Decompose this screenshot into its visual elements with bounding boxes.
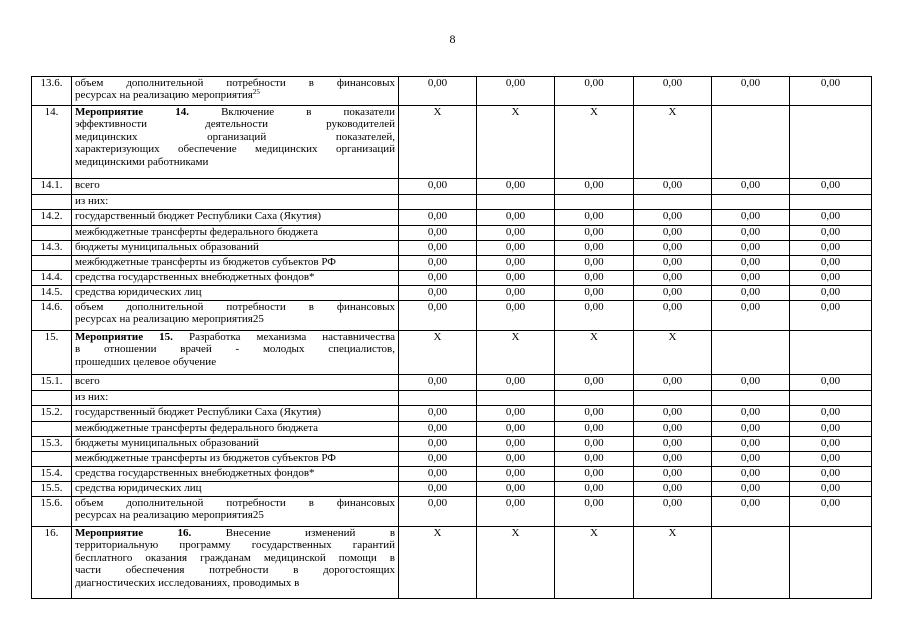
table-row (32, 406, 872, 422)
value-cell: 0,00 (555, 241, 634, 256)
row-description (72, 256, 399, 271)
value-cell: 0,00 (712, 77, 790, 106)
row-description (72, 210, 399, 226)
row-number: 14.3. (32, 241, 72, 256)
value-cell: 0,00 (790, 301, 872, 331)
row-number: 14.4. (32, 271, 72, 286)
table-row (32, 437, 872, 452)
row-description (72, 452, 399, 467)
row-description (72, 375, 399, 391)
value-cell: 0,00 (555, 301, 634, 331)
value-cell: 0,00 (790, 210, 872, 226)
table-row (32, 497, 872, 527)
value-cell (790, 106, 872, 179)
value-cell: 0,00 (634, 286, 712, 301)
value-cell: 0,00 (399, 226, 477, 241)
value-cell: 0,00 (712, 437, 790, 452)
description-text: средства государственных внебюджетных фондов* (75, 467, 315, 479)
value-cell: 0,00 (399, 482, 477, 497)
value-cell: 0,00 (399, 437, 477, 452)
row-number: 15.2. (32, 406, 72, 422)
description-text: Разработка механизма наставничества (188, 331, 396, 343)
row-description (72, 527, 399, 599)
row-description (72, 106, 399, 179)
value-cell: 0,00 (399, 467, 477, 482)
value-cell: 0,00 (712, 286, 790, 301)
table-row (32, 452, 872, 467)
value-cell: X (634, 331, 712, 375)
value-cell: X (399, 527, 477, 599)
value-cell: 0,00 (634, 77, 712, 106)
description-text: объем дополнительной потребности в финансовых (75, 77, 395, 89)
page-number: 8 (449, 32, 456, 46)
row-description (72, 179, 399, 195)
value-cell (712, 331, 790, 375)
row-description (72, 77, 399, 106)
description-text: характеризующих обеспечение медицинских организаций (75, 143, 395, 156)
value-cell: 0,00 (555, 286, 634, 301)
table-row (32, 210, 872, 226)
table-row (32, 375, 872, 391)
description-text: межбюджетные трансферты из бюджетов субъектов РФ (75, 452, 336, 464)
description-text: государственный бюджет Республики Саха (Якутия) (75, 210, 322, 222)
description-text: межбюджетные трансферты федерального бюджета (75, 422, 318, 434)
value-cell: 0,00 (399, 256, 477, 271)
value-cell: 0,00 (712, 375, 790, 391)
value-cell: 0,00 (555, 226, 634, 241)
description-text: Включение в показатели (221, 106, 395, 118)
value-cell: 0,00 (790, 497, 872, 527)
value-cell: 0,00 (634, 497, 712, 527)
row-description (72, 406, 399, 422)
value-cell (790, 391, 872, 406)
value-cell: 0,00 (555, 452, 634, 467)
value-cell: 0,00 (477, 482, 555, 497)
value-cell: 0,00 (399, 286, 477, 301)
value-cell: 0,00 (399, 301, 477, 331)
value-cell: 0,00 (634, 210, 712, 226)
row-number: 14.6. (32, 301, 72, 331)
value-cell: X (634, 106, 712, 179)
table-row (32, 179, 872, 195)
value-cell: 0,00 (399, 422, 477, 437)
description-text: диагностических исследованиях, проводимых в (75, 576, 300, 589)
table-row (32, 482, 872, 497)
table-row (32, 286, 872, 301)
value-cell: 0,00 (634, 301, 712, 331)
value-cell: 0,00 (555, 210, 634, 226)
description-text: всего (75, 179, 100, 191)
value-cell: 0,00 (555, 422, 634, 437)
value-cell: 0,00 (712, 210, 790, 226)
value-cell (634, 391, 712, 406)
row-description (72, 437, 399, 452)
row-number (32, 452, 72, 467)
value-cell: X (399, 106, 477, 179)
description-text: бесплатного оказания гражданам медицинской помощи в (75, 551, 395, 564)
table-row (32, 77, 872, 106)
table-row (32, 422, 872, 437)
value-cell: 0,00 (555, 375, 634, 391)
value-cell: 0,00 (790, 77, 872, 106)
row-description (72, 195, 399, 210)
measure-title: Мероприятие 15. (75, 331, 173, 343)
value-cell: 0,00 (712, 422, 790, 437)
value-cell: 0,00 (634, 452, 712, 467)
value-cell: 0,00 (634, 241, 712, 256)
row-description (72, 467, 399, 482)
row-number: 15. (32, 331, 72, 375)
value-cell: 0,00 (477, 179, 555, 195)
value-cell (790, 527, 872, 599)
row-description (72, 482, 399, 497)
description-text: межбюджетные трансферты федерального бюджета (75, 226, 318, 238)
value-cell: 0,00 (712, 482, 790, 497)
value-cell (712, 527, 790, 599)
value-cell: 0,00 (712, 241, 790, 256)
value-cell: 0,00 (790, 467, 872, 482)
description-text: ресурсах на реализацию мероприятия (75, 89, 253, 102)
row-number: 15.4. (32, 467, 72, 482)
value-cell (712, 391, 790, 406)
row-number: 15.6. (32, 497, 72, 527)
description-text: из них: (75, 195, 109, 207)
value-cell (477, 391, 555, 406)
table-row (32, 391, 872, 406)
value-cell: X (399, 331, 477, 375)
value-cell (634, 195, 712, 210)
value-cell: X (477, 527, 555, 599)
table-row (32, 226, 872, 241)
value-cell: 0,00 (634, 226, 712, 241)
footnote-marker: 25 (252, 88, 260, 97)
value-cell: 0,00 (399, 210, 477, 226)
description-text: территориальную программу государственных гарантий (75, 539, 395, 552)
value-cell: 0,00 (555, 467, 634, 482)
value-cell: 0,00 (399, 452, 477, 467)
value-cell: 0,00 (712, 301, 790, 331)
row-number: 16. (32, 527, 72, 599)
value-cell: 0,00 (477, 271, 555, 286)
value-cell: 0,00 (790, 422, 872, 437)
value-cell: 0,00 (477, 241, 555, 256)
value-cell: 0,00 (790, 452, 872, 467)
description-text: межбюджетные трансферты из бюджетов субъектов РФ (75, 256, 336, 268)
row-number (32, 391, 72, 406)
value-cell: 0,00 (634, 271, 712, 286)
row-number: 14.5. (32, 286, 72, 301)
description-text: ресурсах на реализацию мероприятия25 (75, 509, 264, 522)
description-text: бюджеты муниципальных образований (75, 437, 259, 449)
description-text: средства юридических лиц (75, 482, 202, 494)
budget-table (31, 76, 872, 599)
value-cell: 0,00 (399, 271, 477, 286)
value-cell: 0,00 (477, 422, 555, 437)
value-cell: 0,00 (555, 497, 634, 527)
value-cell: X (555, 106, 634, 179)
row-number: 14.1. (32, 179, 72, 195)
value-cell: 0,00 (790, 482, 872, 497)
value-cell: 0,00 (477, 256, 555, 271)
measure-title: Мероприятие 16. (75, 527, 192, 539)
value-cell: X (477, 106, 555, 179)
row-number (32, 256, 72, 271)
value-cell: 0,00 (477, 497, 555, 527)
value-cell: 0,00 (399, 375, 477, 391)
value-cell (790, 195, 872, 210)
measure-title: Мероприятие 14. (75, 106, 189, 118)
value-cell (555, 391, 634, 406)
row-description (72, 301, 399, 331)
description-text: средства государственных внебюджетных фондов* (75, 271, 315, 283)
value-cell: 0,00 (634, 406, 712, 422)
value-cell: 0,00 (634, 375, 712, 391)
value-cell: 0,00 (790, 437, 872, 452)
value-cell: 0,00 (477, 301, 555, 331)
value-cell: 0,00 (712, 497, 790, 527)
table-row (32, 331, 872, 375)
description-text: государственный бюджет Республики Саха (Якутия) (75, 406, 322, 418)
value-cell: 0,00 (477, 286, 555, 301)
row-number (32, 195, 72, 210)
value-cell: 0,00 (555, 482, 634, 497)
description-text: объем дополнительной потребности в финансовых (75, 497, 395, 509)
row-description (72, 422, 399, 437)
table-row (32, 527, 872, 599)
value-cell: 0,00 (634, 179, 712, 195)
value-cell: X (555, 527, 634, 599)
row-number: 15.1. (32, 375, 72, 391)
table-row (32, 256, 872, 271)
description-text: прошедших целевое обучение (75, 355, 217, 368)
row-description (72, 497, 399, 527)
value-cell (555, 195, 634, 210)
value-cell (399, 391, 477, 406)
value-cell: 0,00 (477, 77, 555, 106)
value-cell: 0,00 (555, 437, 634, 452)
row-number (32, 422, 72, 437)
row-number: 14.2. (32, 210, 72, 226)
value-cell: 0,00 (712, 226, 790, 241)
value-cell: 0,00 (790, 406, 872, 422)
value-cell: 0,00 (399, 77, 477, 106)
description-text: ресурсах на реализацию мероприятия25 (75, 313, 264, 326)
value-cell: 0,00 (477, 467, 555, 482)
value-cell: 0,00 (712, 271, 790, 286)
value-cell: X (634, 527, 712, 599)
description-text: в отношении врачей - молодых специалистов, (75, 343, 395, 356)
value-cell: 0,00 (712, 256, 790, 271)
row-number: 15.3. (32, 437, 72, 452)
value-cell: 0,00 (790, 375, 872, 391)
row-number (32, 226, 72, 241)
value-cell (477, 195, 555, 210)
description-text: части обеспечения потребности в дорогостоящих (75, 564, 395, 577)
value-cell: 0,00 (712, 179, 790, 195)
description-text: из них: (75, 391, 109, 403)
description-text: бюджеты муниципальных образований (75, 241, 259, 253)
row-description (72, 241, 399, 256)
description-text: эффективности деятельности руководителей (75, 118, 395, 131)
description-text: объем дополнительной потребности в финансовых (75, 301, 395, 313)
value-cell: 0,00 (477, 437, 555, 452)
value-cell: 0,00 (477, 406, 555, 422)
row-description (72, 286, 399, 301)
value-cell: 0,00 (399, 406, 477, 422)
description-text: средства юридических лиц (75, 286, 202, 298)
value-cell: 0,00 (477, 452, 555, 467)
value-cell (790, 331, 872, 375)
row-number: 15.5. (32, 482, 72, 497)
description-text: медицинскими работниками (75, 155, 209, 168)
value-cell: 0,00 (399, 241, 477, 256)
value-cell (712, 106, 790, 179)
value-cell (712, 195, 790, 210)
value-cell (399, 195, 477, 210)
value-cell: 0,00 (555, 271, 634, 286)
table-row (32, 271, 872, 286)
value-cell: 0,00 (399, 497, 477, 527)
value-cell: 0,00 (634, 422, 712, 437)
table-row (32, 241, 872, 256)
value-cell: 0,00 (790, 256, 872, 271)
value-cell: 0,00 (555, 406, 634, 422)
value-cell: X (555, 331, 634, 375)
table-row (32, 301, 872, 331)
description-text: всего (75, 375, 100, 387)
table-row (32, 106, 872, 179)
value-cell: 0,00 (634, 467, 712, 482)
value-cell: 0,00 (712, 406, 790, 422)
value-cell: 0,00 (790, 271, 872, 286)
value-cell: 0,00 (477, 210, 555, 226)
value-cell: 0,00 (634, 256, 712, 271)
row-description (72, 331, 399, 375)
row-description (72, 226, 399, 241)
value-cell: 0,00 (477, 226, 555, 241)
table-row (32, 195, 872, 210)
value-cell: 0,00 (634, 437, 712, 452)
value-cell: 0,00 (790, 179, 872, 195)
value-cell: 0,00 (555, 77, 634, 106)
value-cell: 0,00 (477, 375, 555, 391)
value-cell: 0,00 (555, 256, 634, 271)
table-row (32, 467, 872, 482)
row-description (72, 391, 399, 406)
value-cell: 0,00 (399, 179, 477, 195)
value-cell: 0,00 (634, 482, 712, 497)
value-cell: 0,00 (790, 286, 872, 301)
row-number: 13.6. (32, 77, 72, 106)
value-cell: 0,00 (712, 467, 790, 482)
row-number: 14. (32, 106, 72, 179)
value-cell: 0,00 (790, 241, 872, 256)
value-cell: 0,00 (712, 452, 790, 467)
value-cell: 0,00 (555, 179, 634, 195)
description-text: медицинских организаций показателей, (75, 130, 395, 143)
value-cell: 0,00 (790, 226, 872, 241)
description-text: Внесение изменений в (225, 527, 396, 539)
row-description (72, 271, 399, 286)
value-cell: X (477, 331, 555, 375)
